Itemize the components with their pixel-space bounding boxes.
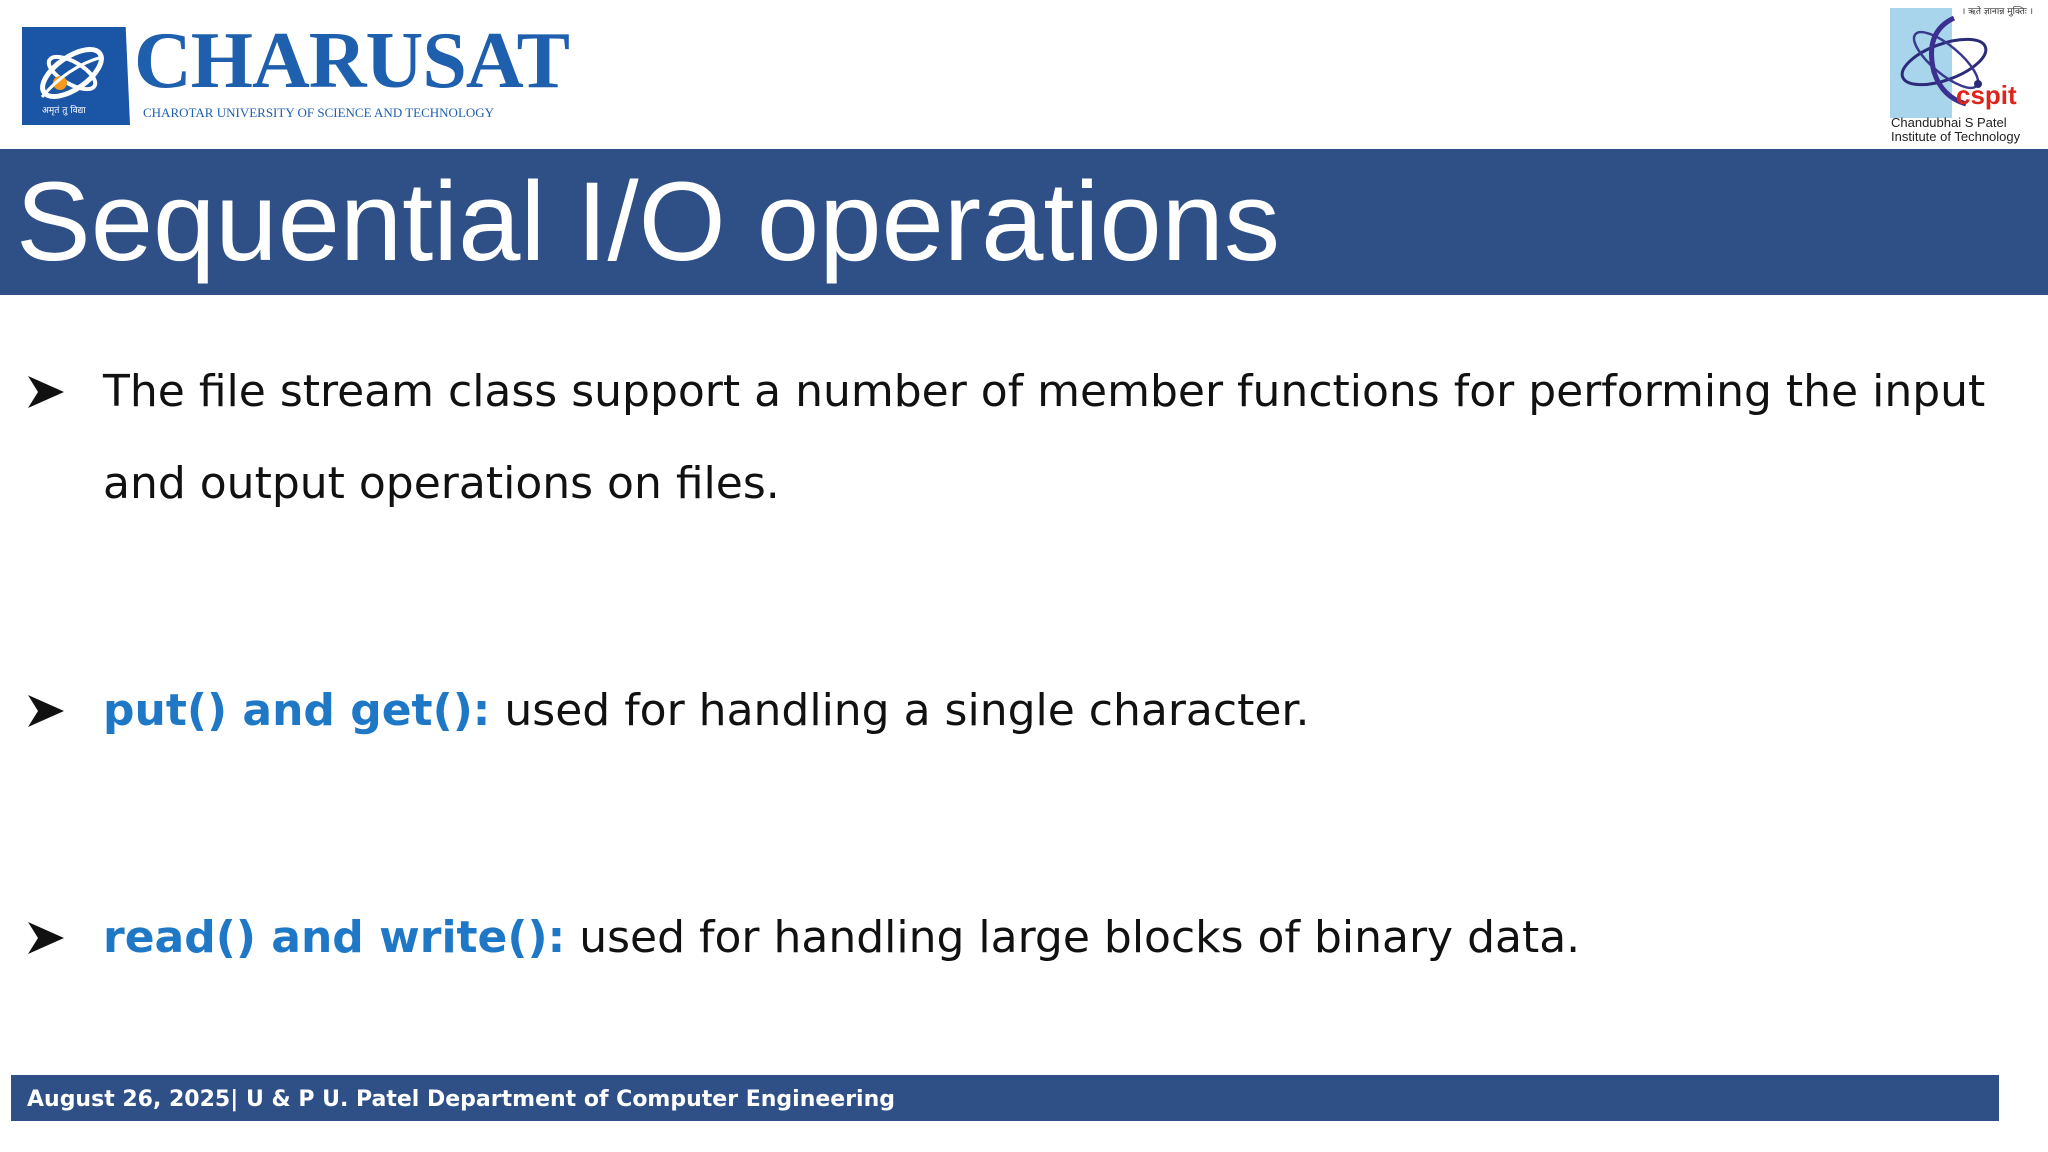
bullet-text-3 <box>103 892 2003 984</box>
cspit-motto: । ऋते ज्ञानान्न मुक्तिः । <box>1961 7 2033 17</box>
footer-text <box>27 1087 895 1112</box>
arrow-bullet-icon <box>26 372 66 412</box>
bullet-text-3-body: used for handling large blocks of binary data. <box>565 912 1581 963</box>
cspit-logo <box>1890 4 2035 149</box>
charusat-logo <box>22 17 570 125</box>
bullet-term-3: read() and write(): <box>103 912 566 963</box>
cspit-brand: cspit <box>1956 80 2017 110</box>
cspit-name-line1: Chandubhai S Patel <box>1891 115 2007 130</box>
charusat-subtitle: CHAROTAR UNIVERSITY OF SCIENCE AND TECHNOLOGY <box>143 105 495 120</box>
footer-separator: | <box>230 1087 239 1112</box>
cspit-name-line2: Institute of Technology <box>1891 129 2021 144</box>
bullet-text-2 <box>103 665 2003 757</box>
bullet-text-1 <box>103 346 2003 530</box>
footer-date: August 26, 2025 <box>27 1087 231 1112</box>
charusat-name: CHARUSAT <box>134 17 570 105</box>
title-bar <box>0 149 2048 295</box>
cspit-institute-name <box>1891 116 2020 144</box>
slide-title: Sequential I/O operations <box>16 159 1280 284</box>
footer-bar <box>11 1075 1999 1121</box>
footer-department: U & P U. Patel Department of Computer Engineering <box>245 1087 895 1112</box>
bullet-term-2: put() and get(): <box>103 685 491 736</box>
arrow-bullet-icon <box>26 918 66 958</box>
emblem-tagline: अमृतं तु विद्या <box>42 106 86 116</box>
bullet-text-2-body: used for handling a single character. <box>490 685 1310 736</box>
bullet-text-1-body: The file stream class support a number of member functions for performing the input and output operations on files. <box>103 366 1986 509</box>
arrow-bullet-icon <box>26 691 66 731</box>
